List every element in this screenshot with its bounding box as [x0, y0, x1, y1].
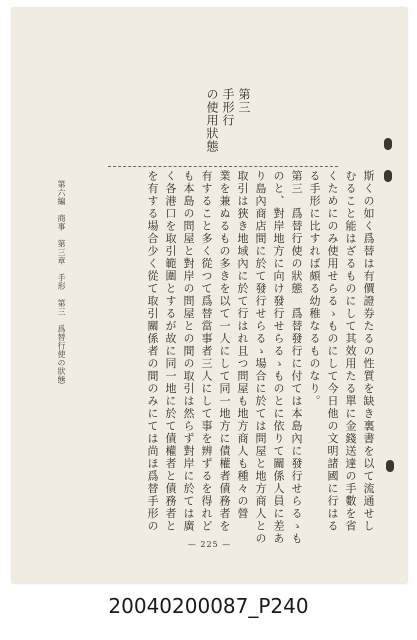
binding-hole [386, 460, 394, 472]
body-column: 斯くの如く爲替は有價證券たるの性質を缺き裏書を以て流通せし [362, 170, 375, 533]
body-column: も本島の問屋と對岸の問屋との間の取引は然らず對岸に於ては廣 [182, 170, 195, 533]
body-column: く各港口を取引範圍とするが故に同一地に於て債權者と債務者と [164, 170, 177, 533]
page-number: — 225 — [187, 540, 232, 549]
document-page [12, 8, 407, 583]
body-column: むること能はざるものにして其效用たる單に金錢送達の手數を省 [344, 170, 357, 533]
body-column: 有すること多く從つて爲替當事者三人にして事を辨ずるを得れど [200, 170, 213, 533]
body-column: 取引は狹き地域內に於て行はれ且つ問屋も地方商人も種々の營 [236, 170, 249, 520]
image-caption: 20040200087_P240 [108, 594, 309, 618]
running-head: 第六編 商事 第三章 手形 第三 爲替行使の狀態 [57, 180, 66, 384]
body-column: くためにのみ使用せらるゝものにして今日他の文明諸國に行はる [326, 170, 339, 533]
body-column: のと、對岸地方に向け發行せらるゝものとに依りて關係人員に差あ [272, 170, 285, 545]
body-column: 業を兼ぬるもの多きを以て一人にして同一地方に債權者債務者を [218, 170, 231, 533]
body-column: る手形に比すれば頗る幼稚なるものなり。 [308, 170, 321, 408]
binding-hole [384, 170, 392, 182]
section-heading-number: 第三 [237, 88, 251, 114]
section-heading [205, 88, 251, 153]
section-heading-title: 手形行 [221, 88, 235, 127]
body-column: を有する場合少く從て取引關係者の間のみにては尚ほ爲替手形の [146, 170, 159, 533]
body-column: り島內商店間に於て發行せらるゝ場合に於ては問屋と地方商人との [254, 170, 267, 545]
section-divider [108, 166, 338, 167]
section-heading-subtitle: の使用狀態 [205, 88, 219, 153]
body-column: 第三 爲替行使の狀態 爲替發行に付ては本島內に發行せらるゝも [290, 170, 303, 545]
binding-hole [384, 138, 392, 150]
